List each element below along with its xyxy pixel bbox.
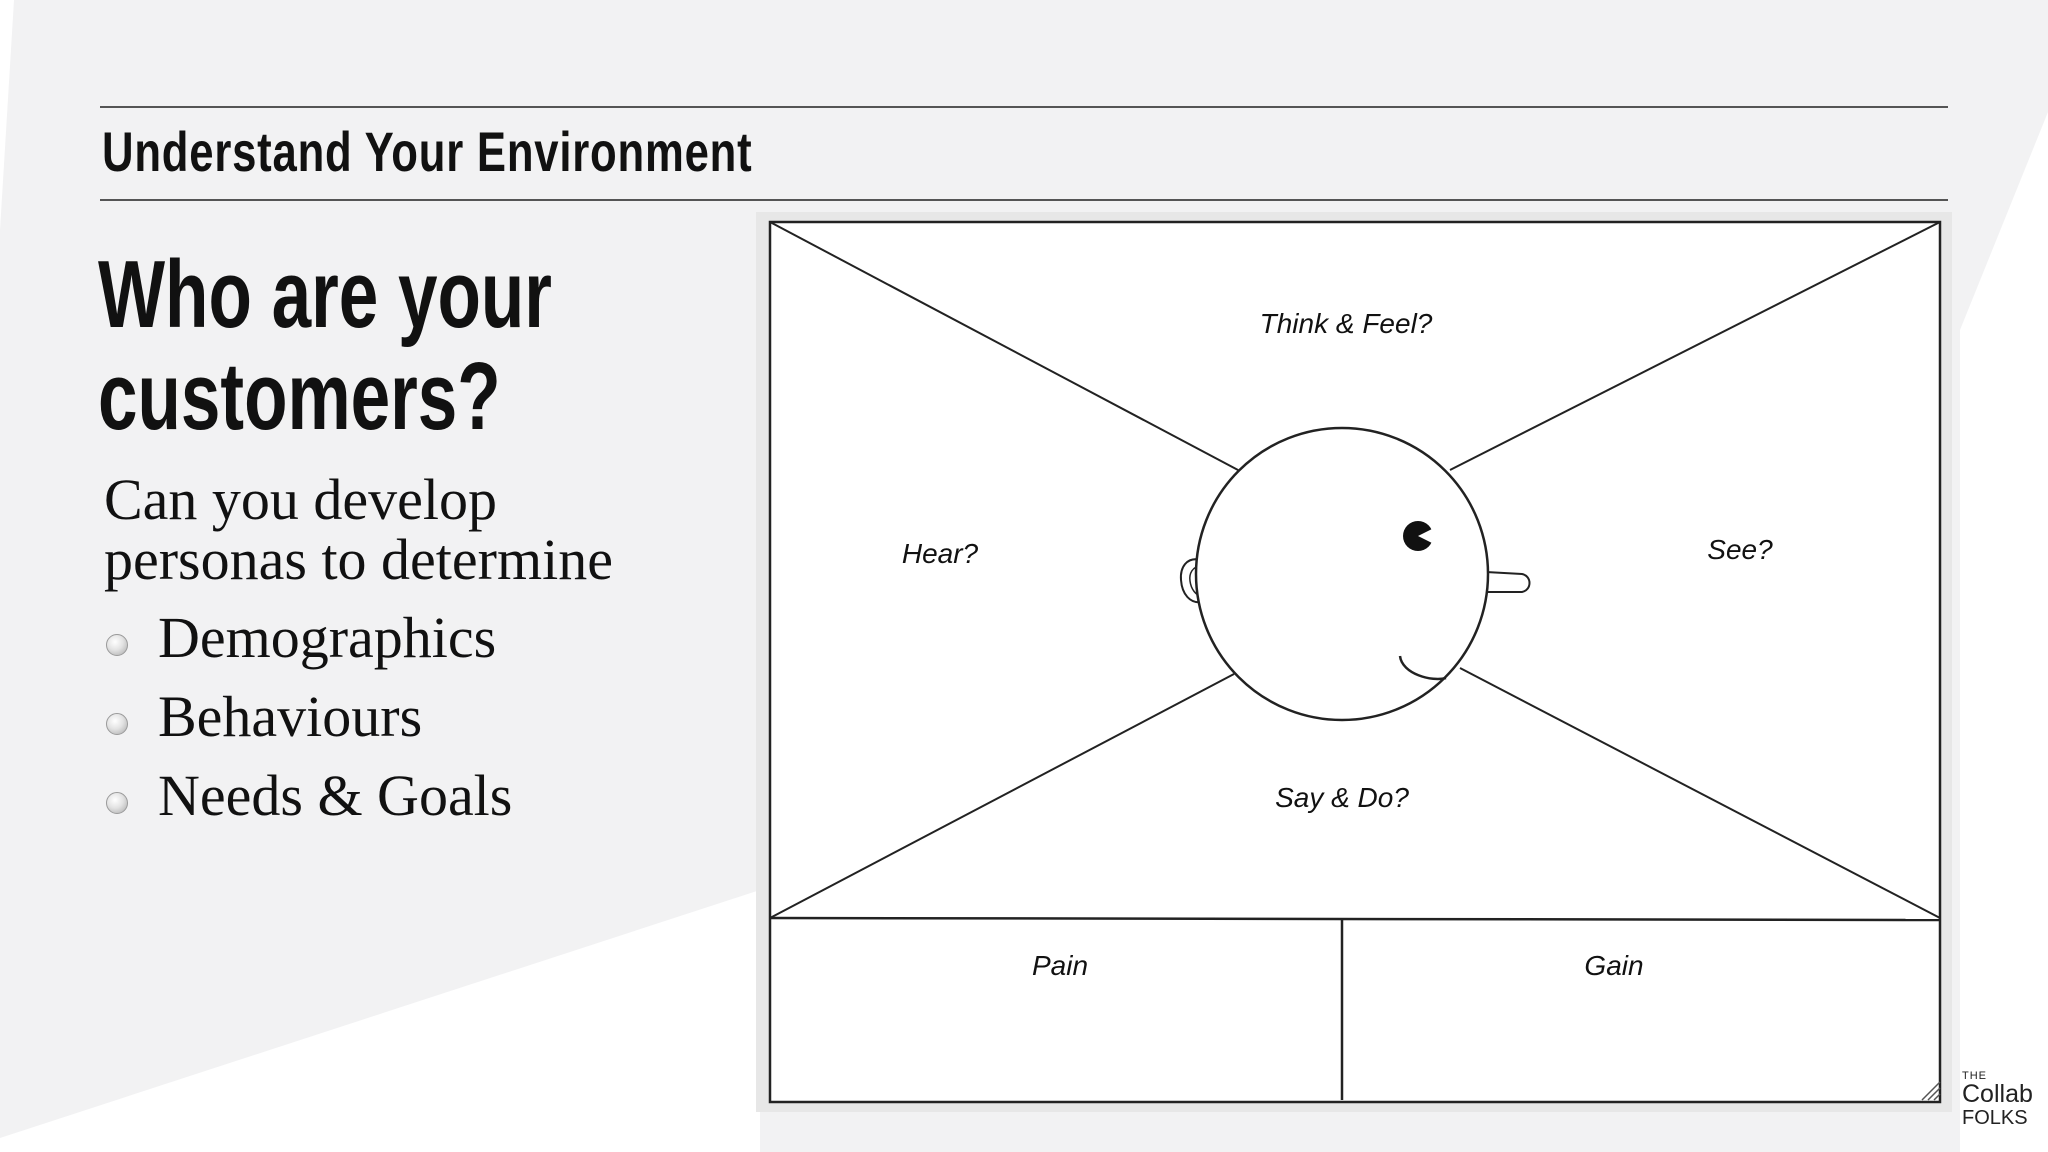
logo-line-1: THE (1962, 1070, 1987, 1082)
white-wedge-left (0, 0, 14, 230)
list-item (104, 604, 512, 683)
section-title: Understand Your Environment (102, 120, 753, 183)
say-do-label: Say & Do? (1275, 782, 1409, 813)
see-label: See? (1707, 534, 1773, 565)
empathy-map-panel (756, 212, 1952, 1112)
white-wedge-right (1960, 112, 2048, 1152)
bullet-icon (106, 634, 128, 656)
bullet-label: Needs & Goals (158, 763, 513, 828)
list-item (104, 762, 512, 841)
logo-line-2: Collab (1962, 1080, 2033, 1108)
logo-line-3: FOLKS (1962, 1107, 2028, 1129)
bullet-icon (106, 713, 128, 735)
intro-line-1: Can you develop (104, 467, 498, 532)
top-rule (100, 106, 1948, 108)
list-item (104, 683, 512, 762)
question-line-1: Who are your (98, 241, 552, 348)
hear-label: Hear? (901, 538, 979, 569)
think-feel-label: Think & Feel? (1259, 308, 1433, 339)
question-heading (98, 241, 552, 450)
persona-bullet-list (104, 604, 512, 841)
empathy-map-diagram (756, 212, 1952, 1112)
gain-label: Gain (1584, 950, 1644, 981)
collab-folks-logo (1962, 1070, 2033, 1129)
bullet-label: Demographics (158, 605, 497, 670)
question-line-2: customers? (98, 343, 501, 450)
bullet-label: Behaviours (158, 684, 423, 749)
white-wedge-bottom (0, 890, 760, 1152)
bullet-icon (106, 792, 128, 814)
pain-label: Pain (1031, 950, 1089, 981)
title-underline-rule (100, 199, 1948, 201)
head-icon (1196, 428, 1488, 720)
intro-text (104, 467, 613, 592)
nose-icon (1486, 572, 1530, 592)
intro-line-2: personas to determine (104, 527, 613, 592)
